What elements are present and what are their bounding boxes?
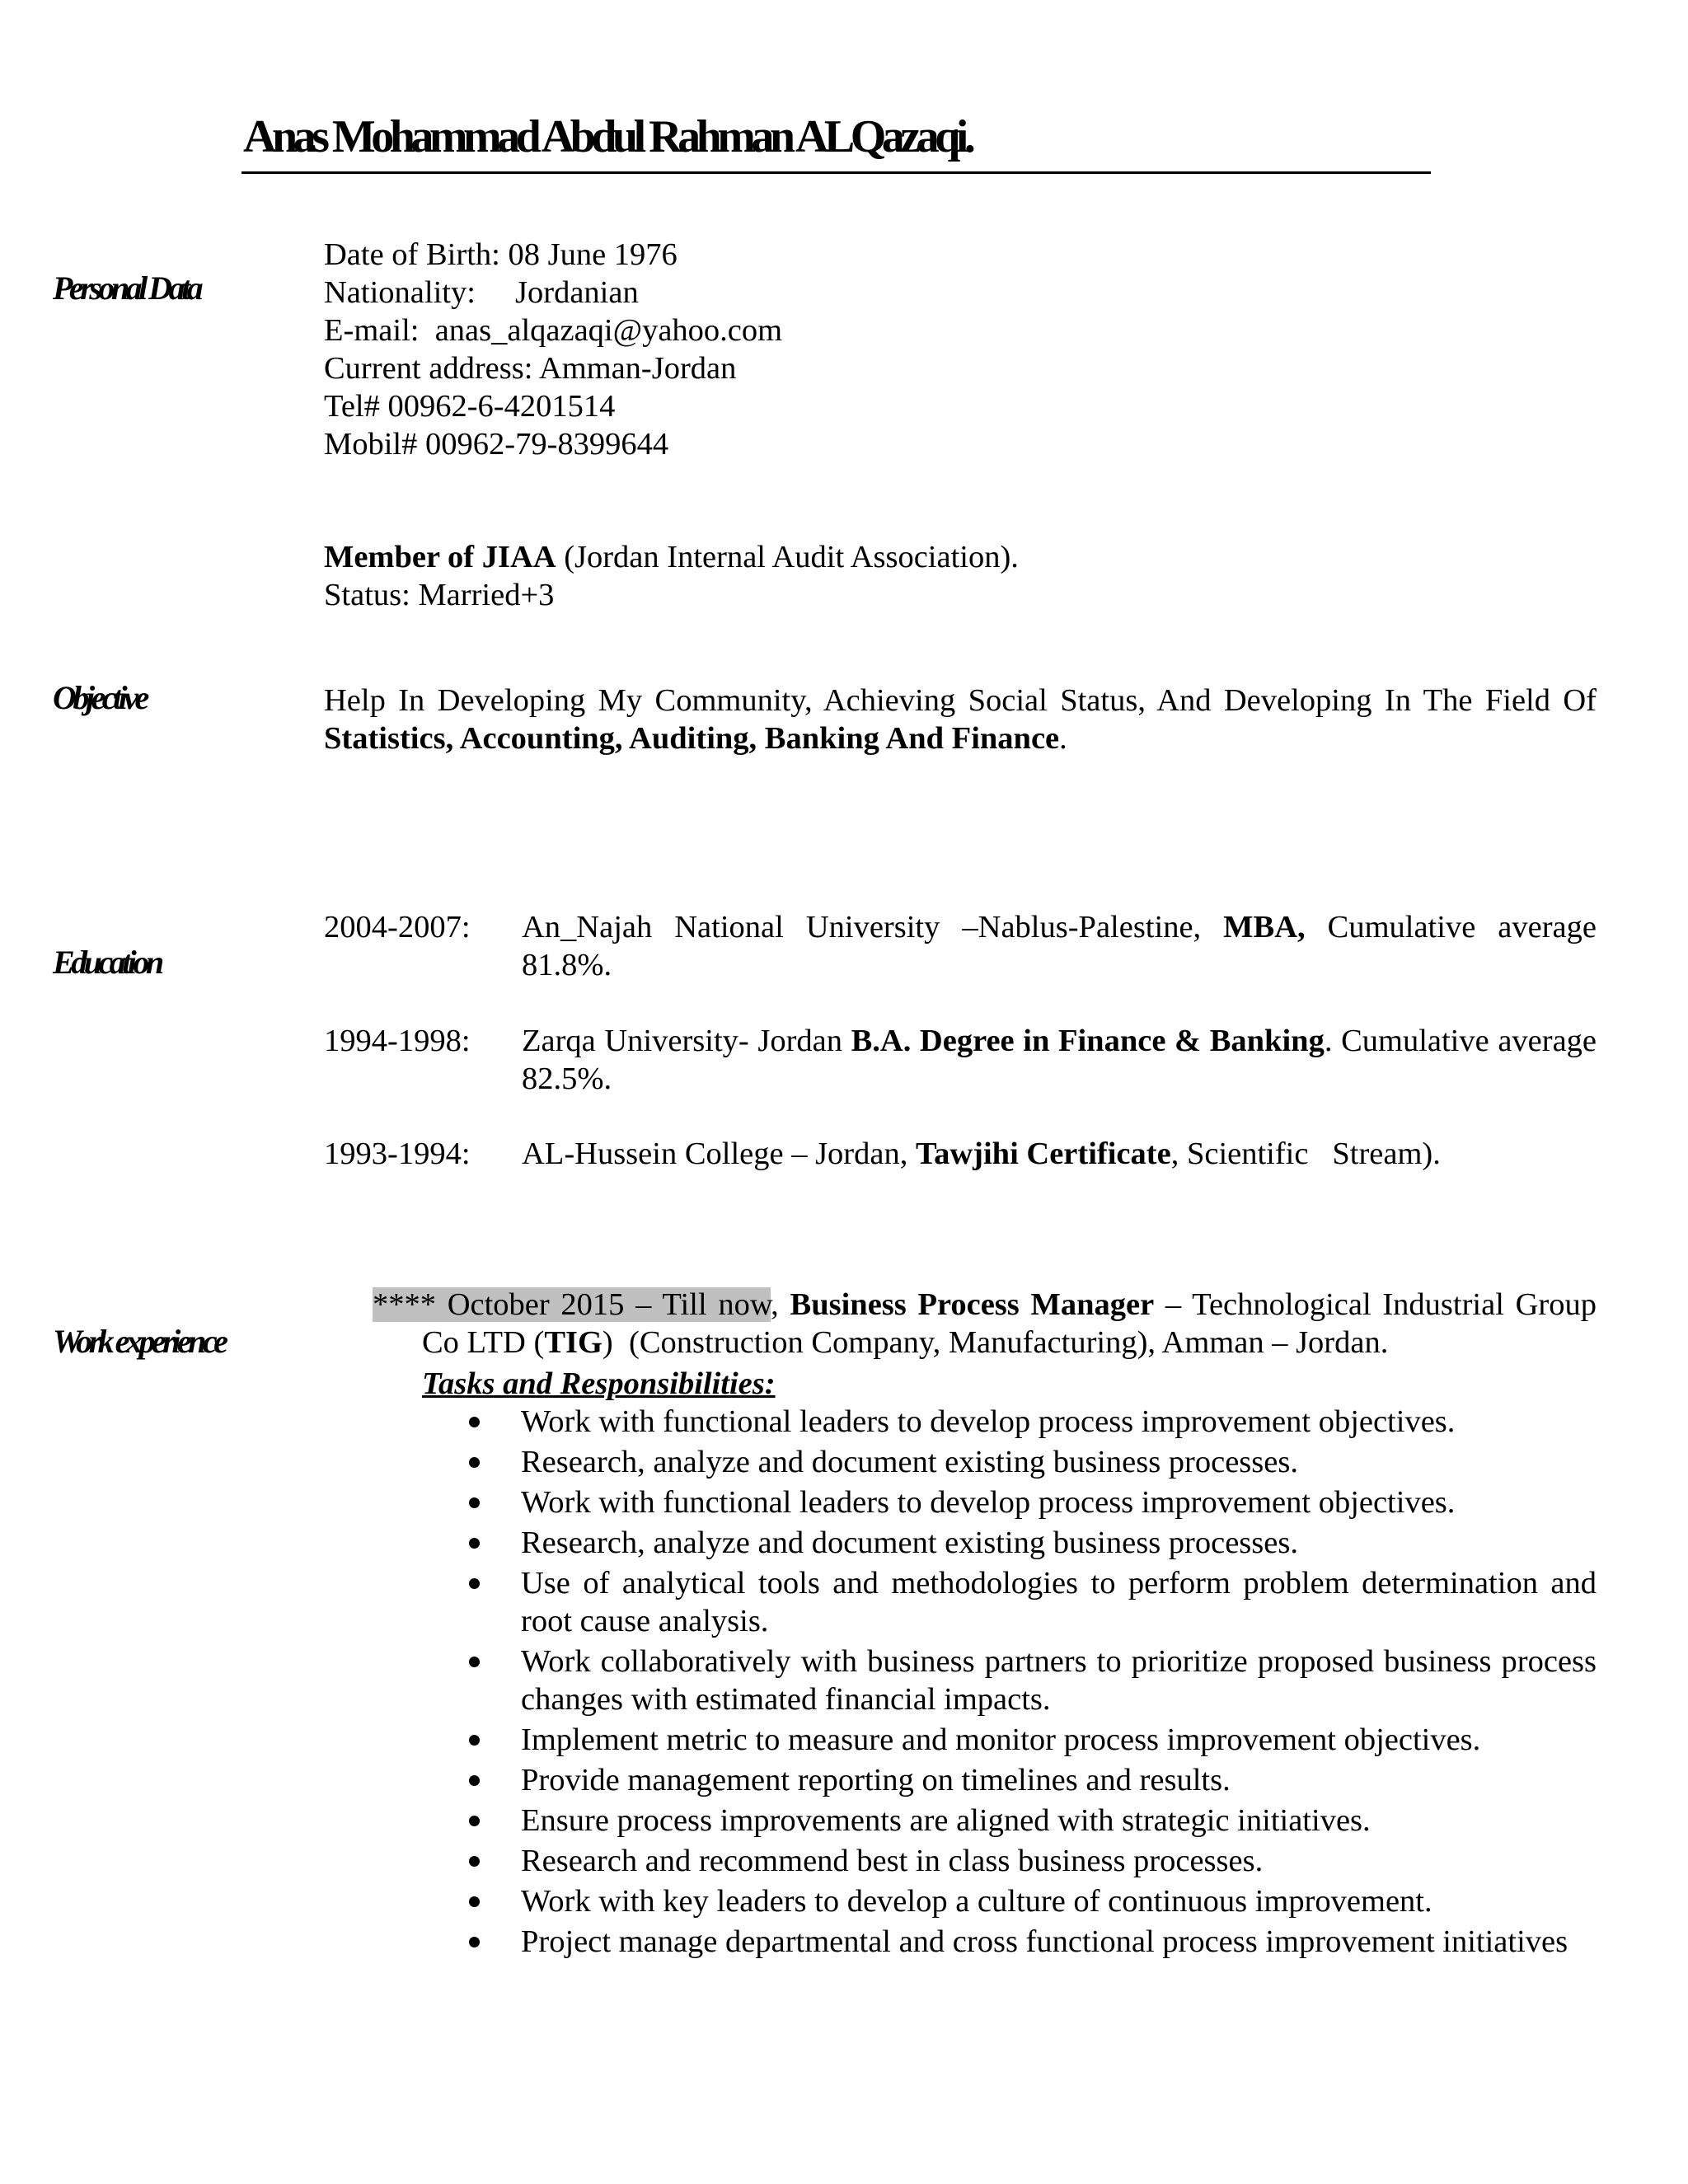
task-item <box>422 1882 1597 1920</box>
education-years: 1993-1994: <box>324 1137 471 1171</box>
task-text: Work with functional leaders to develop process improvement objectives. <box>521 1485 1456 1520</box>
task-item <box>422 1524 1597 1562</box>
bullet-icon <box>469 1538 480 1549</box>
education-years: 2004-2007: <box>324 910 471 944</box>
resume-name: Anas Mohammad Abdul Rahman ALQazaqi. <box>243 111 972 162</box>
bullet-icon <box>469 1816 480 1826</box>
education-years: 1994-1998: <box>324 1024 471 1058</box>
personal-mobile: Mobil# 00962-79-8399644 <box>324 427 669 462</box>
task-text: Work collaboratively with business partners to prioritize proposed business process changes with estimated financial impacts. <box>521 1644 1597 1717</box>
bullet-icon <box>469 1856 480 1867</box>
objective-end: . <box>1059 721 1067 756</box>
personal-data-block <box>324 236 782 463</box>
task-item <box>422 1761 1597 1799</box>
task-item <box>422 1403 1597 1441</box>
task-item <box>422 1483 1597 1521</box>
section-label-objective: Objective <box>53 679 146 716</box>
task-text: Provide management reporting on timelines and results. <box>521 1763 1231 1797</box>
membership-detail: (Jordan Internal Audit Association). <box>556 540 1019 574</box>
education-average: . Cumulative average 82.5%. <box>522 1024 1597 1096</box>
section-label-personal-data: Personal Data <box>53 269 200 307</box>
task-item <box>422 1443 1597 1481</box>
education-degree: B.A. Degree in Finance & Banking <box>851 1024 1325 1058</box>
tasks-heading: Tasks and Responsibilities: <box>422 1366 776 1401</box>
education-stream: , Scientific Stream). <box>1170 1137 1441 1171</box>
task-item <box>422 1643 1597 1718</box>
task-text: Ensure process improvements are aligned with strategic initiatives. <box>521 1803 1371 1838</box>
personal-email: E-mail: anas_alqazaqi@yahoo.com <box>324 313 783 348</box>
work-period: **** October 2015 – Till now <box>373 1287 771 1322</box>
bullet-icon <box>469 1775 480 1786</box>
objective-text <box>324 682 1597 757</box>
membership-name: Member of JIAA <box>324 540 556 574</box>
work-company: – Technological Industrial Group Co LTD ( <box>422 1287 1597 1360</box>
personal-nationality: Nationality: Jordanian <box>324 275 639 310</box>
section-label-education: Education <box>53 944 161 981</box>
task-item <box>422 1721 1597 1759</box>
bullet-icon <box>469 1417 480 1427</box>
bullet-icon <box>469 1735 480 1746</box>
task-item <box>422 1564 1597 1640</box>
work-entry-header <box>373 1286 1597 1361</box>
bullet-icon <box>469 1937 480 1947</box>
task-text: Work with key leaders to develop a culture of continuous improvement. <box>521 1884 1432 1919</box>
work-company-detail: ) (Construction Company, Manufacturing), Amman – Jordan. <box>602 1325 1389 1360</box>
task-text: Use of analytical tools and methodologies to perform problem determination and root cause analysis. <box>521 1566 1597 1638</box>
bullet-icon <box>469 1578 480 1589</box>
marital-status: Status: Married+3 <box>324 578 555 612</box>
personal-address: Current address: Amman-Jordan <box>324 351 737 386</box>
education-degree: MBA, <box>1223 910 1306 944</box>
membership-line <box>324 538 1019 576</box>
work-title: Business Process Manager <box>790 1287 1155 1322</box>
task-text: Research, analyze and document existing business processes. <box>521 1445 1298 1479</box>
personal-tel: Tel# 00962-6-4201514 <box>324 389 616 424</box>
education-average: Cumulative average 81.8%. <box>522 910 1597 982</box>
header-divider <box>241 171 1431 174</box>
education-institution: An_Najah National University –Nablus-Palestine, <box>522 910 1224 944</box>
education-description <box>522 1022 1597 1098</box>
tasks-list <box>422 1403 1597 1963</box>
task-text: Research, analyze and document existing business processes. <box>521 1526 1298 1560</box>
bullet-icon <box>469 1657 480 1667</box>
education-institution: Zarqa University- Jordan <box>522 1024 851 1058</box>
task-text: Project manage departmental and cross functional process improvement initiatives <box>521 1924 1568 1959</box>
work-separator: , <box>771 1287 790 1322</box>
task-item <box>422 1802 1597 1840</box>
bullet-icon <box>469 1457 480 1468</box>
task-text: Work with functional leaders to develop process improvement objectives. <box>521 1404 1456 1439</box>
work-company-abbr: TIG <box>544 1325 603 1360</box>
objective-main: Help In Developing My Community, Achieving Social Status, And Developing In The Field Of <box>324 683 1597 718</box>
task-text: Research and recommend best in class business processes. <box>521 1844 1264 1878</box>
objective-fields: Statistics, Accounting, Auditing, Banking And Finance <box>324 721 1060 756</box>
education-description <box>522 1135 1597 1173</box>
education-degree: Tawjihi Certificate <box>915 1137 1171 1171</box>
bullet-icon <box>469 1896 480 1907</box>
membership-block <box>324 538 1019 614</box>
education-institution: AL-Hussein College – Jordan, <box>522 1137 916 1171</box>
task-item <box>422 1923 1597 1961</box>
education-description <box>522 908 1597 984</box>
task-item <box>422 1842 1597 1880</box>
section-label-work-experience: Work experience <box>53 1323 225 1360</box>
task-text: Implement metric to measure and monitor process improvement objectives. <box>521 1722 1481 1757</box>
personal-date-of-birth: Date of Birth: 08 June 1976 <box>324 237 678 272</box>
bullet-icon <box>469 1497 480 1508</box>
